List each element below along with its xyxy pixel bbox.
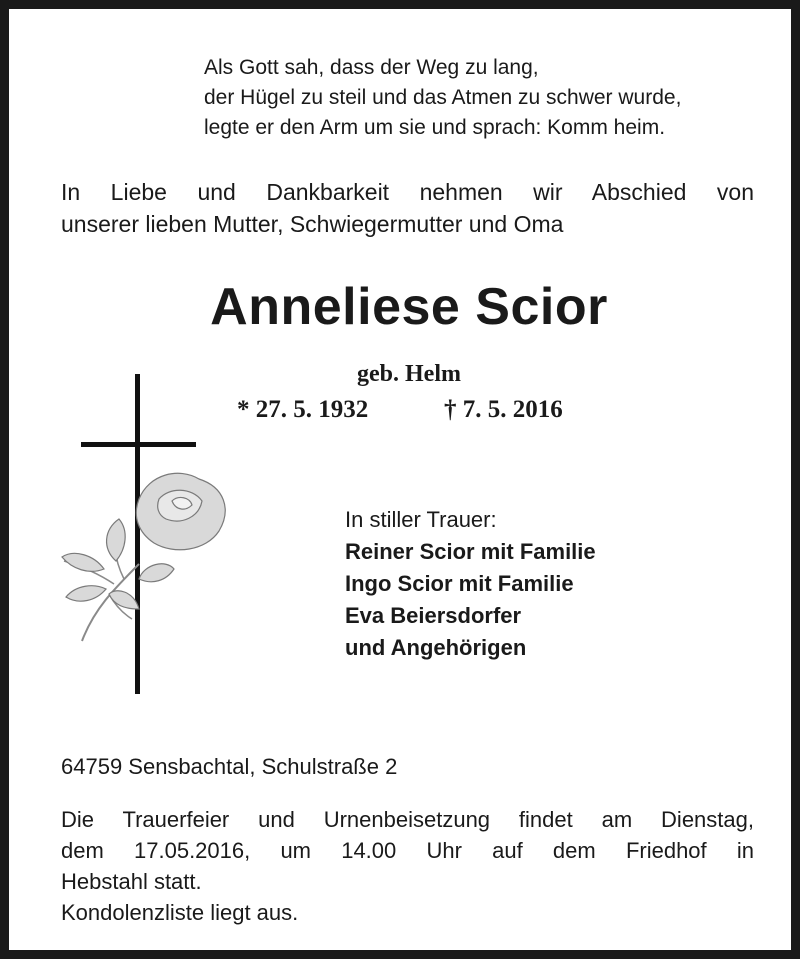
maiden-name: geb. Helm bbox=[357, 361, 461, 387]
cross-and-rose bbox=[54, 369, 234, 699]
funeral-info bbox=[61, 804, 754, 928]
poem-line: der Hügel zu steil und das Atmen zu schwer wurde, bbox=[204, 86, 682, 109]
mourners-heading: In stiller Trauer: bbox=[345, 507, 497, 532]
intro-text bbox=[61, 176, 754, 240]
rose-icon bbox=[62, 473, 225, 641]
info-line: dem 17.05.2016, um 14.00 Uhr auf dem Friedhof in bbox=[61, 838, 754, 863]
mourner-name: und Angehörigen bbox=[345, 635, 527, 660]
mourners bbox=[345, 504, 596, 664]
info-line: Hebstahl statt. bbox=[61, 869, 202, 894]
info-line: Kondolenzliste liegt aus. bbox=[61, 900, 299, 925]
death-date: † 7. 5. 2016 bbox=[444, 396, 563, 423]
poem bbox=[204, 53, 681, 143]
poem-line: Als Gott sah, dass der Weg zu lang, bbox=[204, 56, 539, 79]
intro-line: In Liebe und Dankbarkeit nehmen wir Abschied von bbox=[61, 179, 754, 205]
intro-line: unserer lieben Mutter, Schwiegermutter und Oma bbox=[61, 211, 564, 237]
birth-date: * 27. 5. 1932 bbox=[237, 396, 369, 423]
poem-line: legte er den Arm um sie und sprach: Komm heim. bbox=[204, 116, 666, 139]
address: 64759 Sensbachtal, Schulstraße 2 bbox=[61, 754, 398, 779]
mourner-name: Eva Beiersdorfer bbox=[345, 603, 522, 628]
mourner-name: Ingo Scior mit Familie bbox=[345, 571, 574, 596]
deceased-name: Anneliese Scior bbox=[210, 278, 608, 336]
info-line: Die Trauerfeier und Urnenbeisetzung findet am Dienstag, bbox=[61, 807, 754, 832]
mourner-name: Reiner Scior mit Familie bbox=[345, 539, 596, 564]
